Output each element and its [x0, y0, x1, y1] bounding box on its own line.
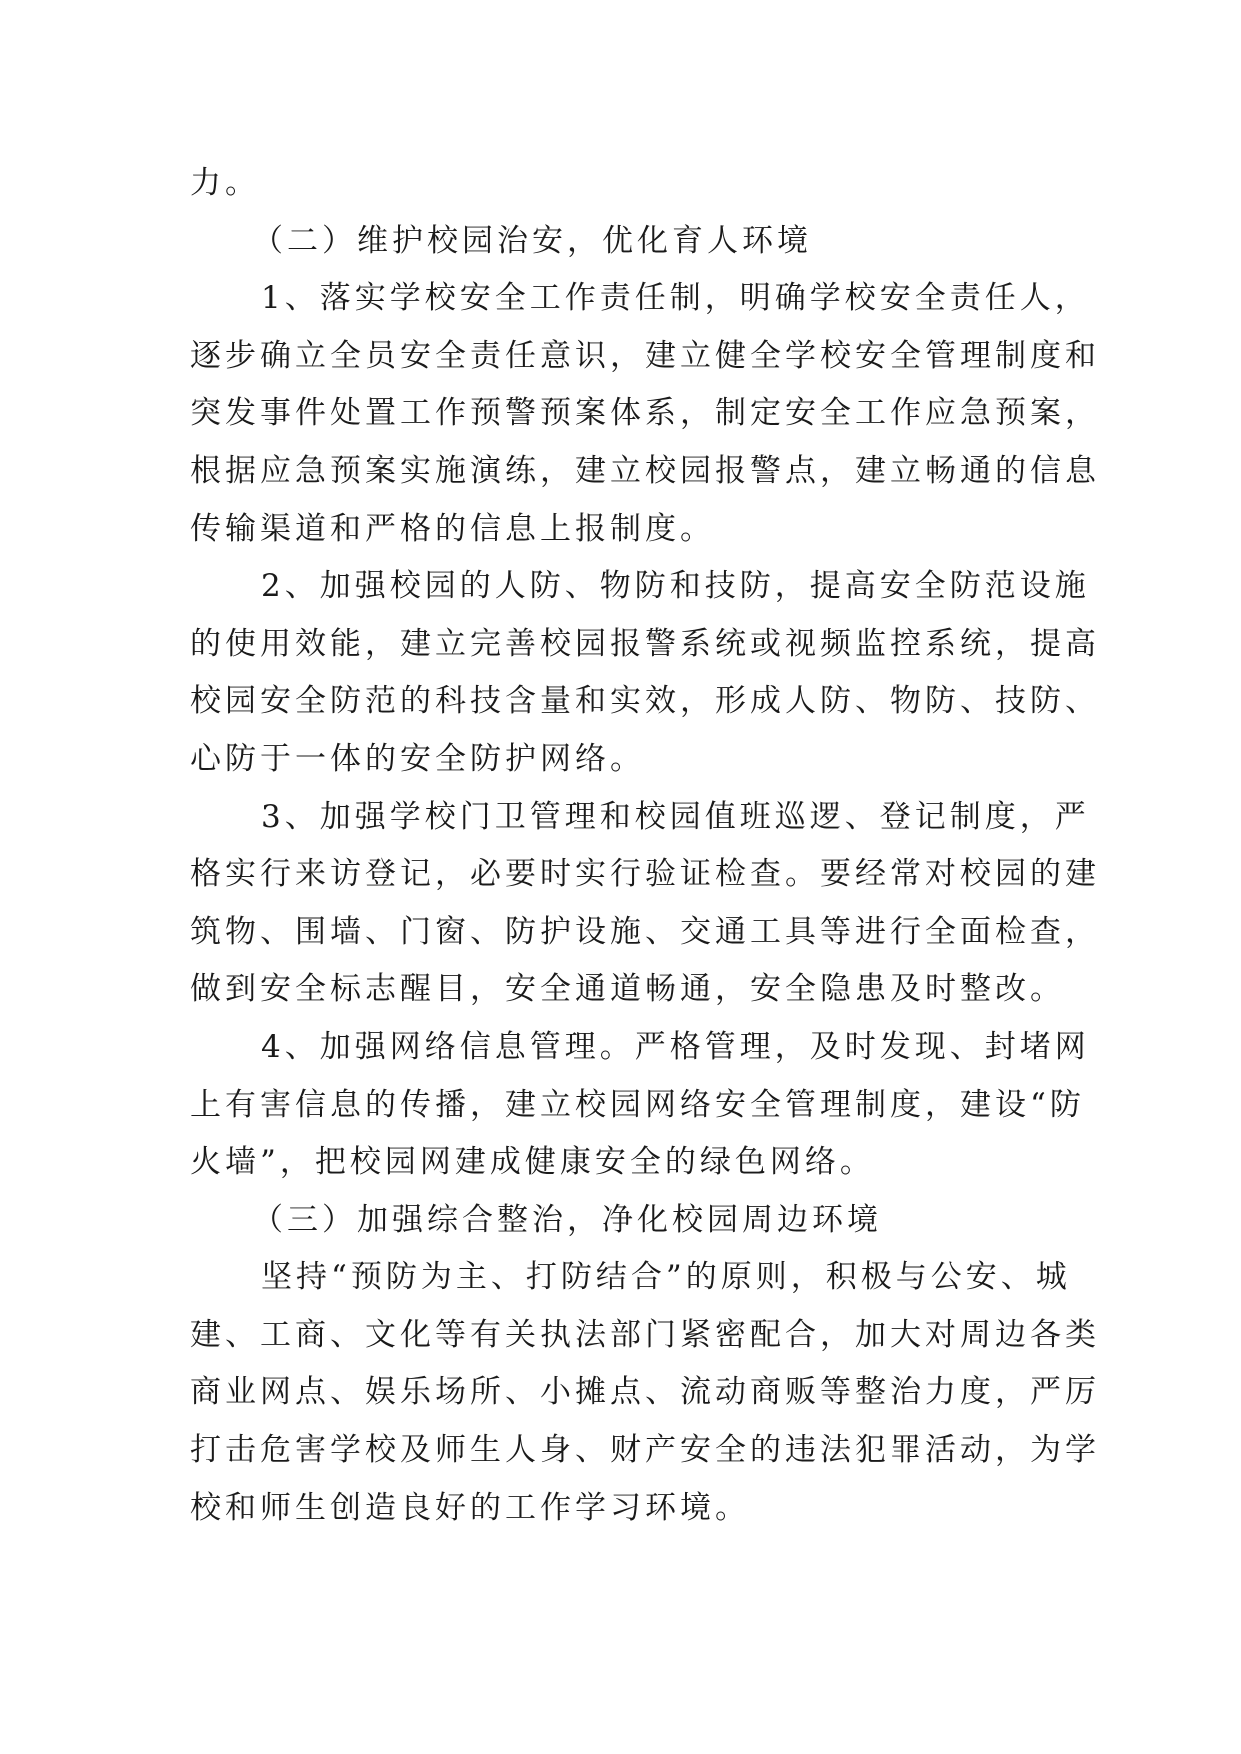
text-line-14: 筑物、围墙、门窗、防护设施、交通工具等进行全面检查，: [190, 913, 1100, 950]
text-line-18: 火墙”，把校园网建成健康安全的绿色网络。: [190, 1144, 875, 1181]
body-text: [190, 155, 1100, 1537]
text-line-23: 打击危害学校及师生人身、财产安全的违法犯罪活动，为学: [190, 1432, 1100, 1469]
text-line-17: 上有害信息的传播，建立校园网络安全管理制度，建设“防: [190, 1086, 1085, 1123]
text-line-11: 心防于一体的安全防护网络。: [190, 740, 645, 777]
text-line-5: 突发事件处置工作预警预案体系，制定安全工作应急预案，: [190, 395, 1100, 432]
text-line-16: 4、加强网络信息管理。严格管理，及时发现、封堵网: [261, 1028, 1090, 1065]
text-line-15: 做到安全标志醒目，安全通道畅通，安全隐患及时整改。: [190, 971, 1065, 1008]
text-line-7: 传输渠道和严格的信息上报制度。: [190, 510, 715, 547]
text-line-20: 坚持“预防为主、打防结合”的原则，积极与公安、城: [261, 1259, 1071, 1296]
text-line-8: 2、加强校园的人防、物防和技防，提高安全防范设施: [261, 568, 1090, 605]
text-line-10: 校园安全防范的科技含量和实效，形成人防、物防、技防、: [190, 683, 1100, 720]
text-line-4: 逐步确立全员安全责任意识，建立健全学校安全管理制度和: [190, 337, 1100, 374]
text-line-1: 力。: [190, 165, 260, 201]
text-line-13: 格实行来访登记，必要时实行验证检查。要经常对校园的建: [190, 856, 1100, 893]
section-heading-3: （三）加强综合整治，净化校园周边环境: [252, 1201, 882, 1238]
text-line-21: 建、工商、文化等有关执法部门紧密配合，加大对周边各类: [190, 1316, 1100, 1353]
text-line-22: 商业网点、娱乐场所、小摊点、流动商贩等整治力度，严厉: [190, 1374, 1100, 1411]
text-line-9: 的使用效能，建立完善校园报警系统或视频监控系统，提高: [190, 625, 1100, 662]
text-line-6: 根据应急预案实施演练，建立校园报警点，建立畅通的信息: [190, 452, 1100, 489]
text-line-24: 校和师生创造良好的工作学习环境。: [190, 1489, 750, 1526]
section-heading-2: （二）维护校园治安，优化育人环境: [252, 222, 812, 259]
text-line-12: 3、加强学校门卫管理和校园值班巡逻、登记制度，严: [261, 798, 1090, 835]
text-line-3: 1、落实学校安全工作责任制，明确学校安全责任人，: [261, 280, 1090, 317]
